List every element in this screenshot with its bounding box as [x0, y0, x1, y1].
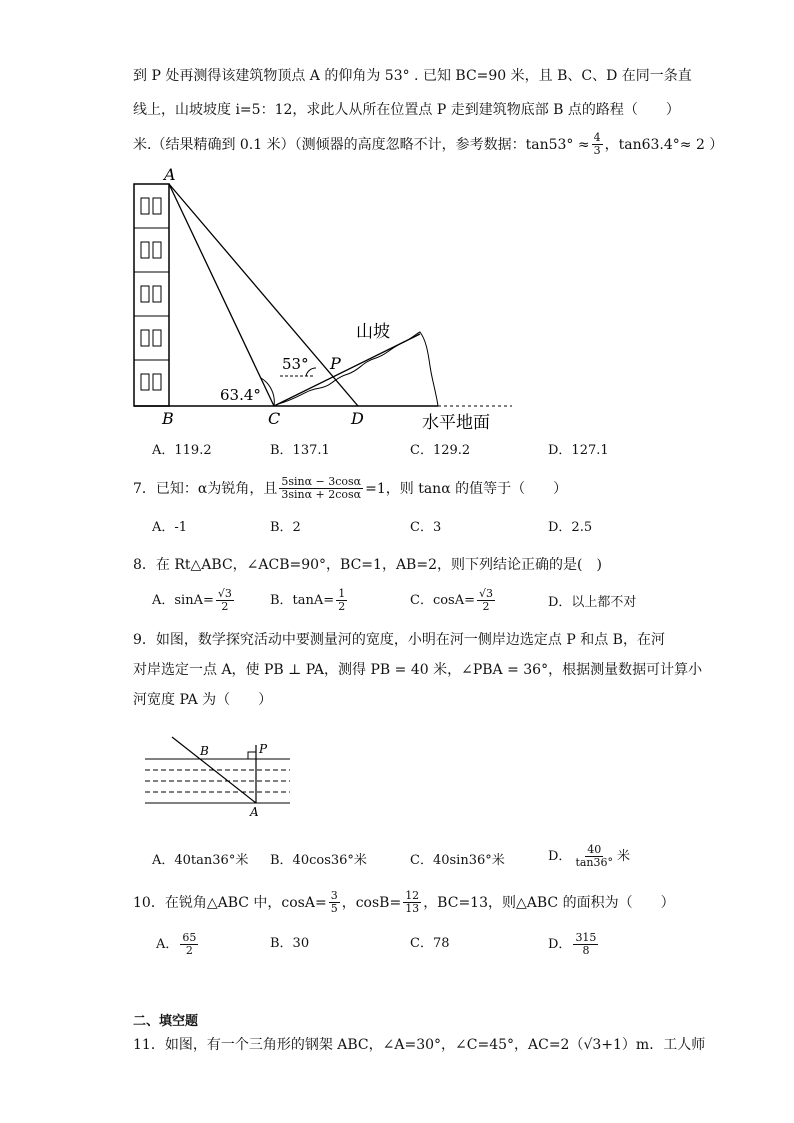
q8-option-c-den: 2 — [482, 600, 490, 613]
q7-option-a[interactable]: A．-1 — [152, 520, 188, 535]
q10-cosA-num: 3 — [330, 889, 338, 902]
q10-option-d[interactable] — [548, 932, 600, 957]
tan53-fraction — [592, 132, 603, 157]
q9-line1: 9．如图，数学探究活动中要测量河的宽度，小明在河一侧岸边选定点 P 和点 B，在河 — [133, 632, 665, 648]
q9-label-A: A — [250, 805, 259, 819]
q8-option-b-den: 2 — [338, 600, 346, 613]
q6-option-b[interactable]: B．137.1 — [270, 443, 330, 458]
q10-option-a-num: 65 — [182, 931, 197, 944]
right-angle-mark — [248, 752, 256, 759]
q8-option-a[interactable] — [152, 588, 236, 613]
q9-option-d-text: D． — [548, 848, 572, 864]
q7-fraction — [279, 476, 363, 501]
sight-line-AC — [169, 184, 274, 406]
q10-option-d-den: 8 — [582, 944, 590, 957]
q6-line2: 线上，山坡坡度 i=5：12，求此人从所在位置点 P 走到建筑物底部 B 点的路程（ ） — [133, 102, 680, 118]
q7-suffix: =1，则 tanα 的值等于（ ） — [365, 480, 568, 497]
section-heading-fill-in: 二、填空题 — [133, 1014, 199, 1029]
q10-option-d-fraction — [573, 932, 598, 957]
q10-prefix: 10．在锐角△ABC 中，cosA= — [133, 894, 327, 911]
tan53-denominator: 3 — [593, 144, 601, 157]
q8-option-c-text: C．cosA= — [410, 592, 476, 608]
q10-option-c[interactable]: C．78 — [410, 936, 450, 951]
q10-cosA-den: 5 — [330, 902, 338, 915]
label-A: A — [164, 165, 176, 184]
q10-option-b[interactable]: B．30 — [270, 936, 310, 951]
label-slope: 山坡 — [356, 322, 390, 342]
q9-option-b[interactable]: B．40cos36°米 — [270, 853, 367, 868]
q10-cosB-num: 12 — [405, 889, 420, 902]
tan53-numerator: 4 — [593, 131, 601, 144]
q11-stem: 11．如图，有一个三角形的钢架 ABC，∠A=30°，∠C=45°，AC=2（√3+1）m．工人师 — [133, 1037, 706, 1053]
q8-option-b[interactable] — [270, 588, 349, 613]
q8-option-c[interactable] — [410, 588, 497, 613]
q9-option-d[interactable] — [548, 844, 630, 869]
label-B: B — [162, 409, 174, 428]
q10-option-d-text: D． — [548, 936, 572, 952]
q7-option-b[interactable]: B．2 — [270, 520, 301, 535]
q7-denominator: 3sinα + 2cosα — [281, 488, 362, 501]
q10-cosB-den: 13 — [405, 902, 420, 915]
label-ground: 水平地面 — [422, 413, 490, 433]
q9-line2: 对岸选定一点 A，使 PB ⊥ PA，测得 PB = 40 米，∠PBA = 36°，根据测量数据可计算小 — [133, 662, 703, 678]
q8-option-a-den: 2 — [221, 600, 229, 613]
q10-option-a[interactable] — [156, 932, 200, 957]
q10-option-d-num: 315 — [575, 931, 597, 944]
building-windows — [134, 198, 169, 390]
q10-option-a-fraction — [180, 932, 198, 957]
q8-option-b-text: B．tanA= — [270, 592, 335, 608]
q10-option-a-text: A． — [156, 936, 179, 952]
q9-option-d-num: 40 — [587, 843, 602, 856]
q6-figure — [120, 162, 520, 437]
q9-option-d-fraction — [573, 844, 615, 869]
q8-option-a-fraction — [216, 588, 234, 613]
q6-line1: 到 P 处再测得该建筑物顶点 A 的仰角为 53° . 已知 BC=90 米，且 B、C、D 在同一条直 — [133, 68, 692, 84]
label-C: C — [268, 409, 281, 428]
label-angle634: 63.4° — [220, 386, 261, 404]
q6-line3 — [133, 132, 723, 157]
q10-mid: ，cosB= — [341, 894, 402, 911]
q7-option-c[interactable]: C．3 — [410, 520, 442, 535]
q10-cosA-fraction — [329, 890, 340, 915]
q8-option-d[interactable]: D．以上都不对 — [548, 595, 637, 610]
q9-option-c[interactable]: C．40sin36°米 — [410, 853, 505, 868]
q7-stem — [133, 476, 567, 501]
label-D: D — [351, 409, 364, 428]
q10-suffix: ，BC=13，则△ABC 的面积为（ ） — [423, 894, 675, 911]
q8-stem: 8．在 Rt△ABC，∠ACB=90°，BC=1，AB=2，则下列结论正确的是( ) — [133, 557, 602, 573]
q9-option-d-unit: 米 — [617, 848, 631, 864]
q9-label-P: P — [259, 742, 268, 756]
q9-line3: 河宽度 PA 为（ ） — [133, 692, 273, 708]
q8-option-a-num: √3 — [217, 587, 232, 600]
q6-option-c[interactable]: C．129.2 — [410, 443, 471, 458]
q7-option-d[interactable]: D．2.5 — [548, 520, 593, 535]
q6-line3-text: 米.（结果精确到 0.1 米）（测倾器的高度忽略不计，参考数据：tan53° ≈ — [133, 136, 590, 153]
q9-option-a[interactable]: A．40tan36°米 — [152, 853, 249, 868]
label-P: P — [330, 354, 341, 373]
q8-option-b-num: 1 — [338, 587, 346, 600]
label-angle53: 53° — [282, 355, 309, 373]
q8-option-a-text: A．sinA= — [152, 592, 214, 608]
q9-figure — [140, 735, 300, 820]
q10-cosB-fraction — [403, 890, 421, 915]
q7-prefix: 7．已知：α为锐角，且 — [133, 480, 278, 497]
q9-option-d-den: tan36° — [575, 856, 613, 869]
q9-label-B: B — [200, 744, 209, 758]
q10-option-a-den: 2 — [185, 944, 193, 957]
q8-option-c-fraction — [477, 588, 495, 613]
q8-option-c-num: √3 — [479, 587, 494, 600]
q7-numerator: 5sinα − 3cosα — [281, 475, 362, 488]
q6-option-d[interactable]: D．127.1 — [548, 443, 609, 458]
q10-stem — [133, 890, 675, 915]
q6-line3-tail: ，tan63.4°≈ 2 ） — [604, 136, 724, 153]
building — [134, 184, 169, 406]
q6-option-a[interactable]: A．119.2 — [152, 443, 212, 458]
q8-option-b-fraction — [336, 588, 347, 613]
